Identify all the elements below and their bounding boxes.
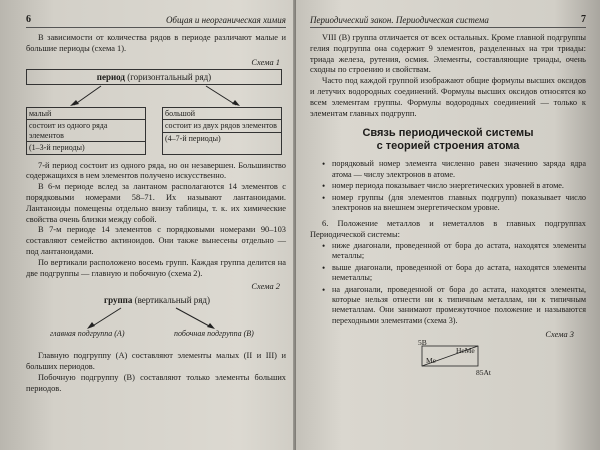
- left-page-header: [26, 14, 286, 28]
- right-header-title: Периодический закон. Периодическая система: [310, 15, 489, 25]
- section-title-line-2: с теорией строения атома: [376, 140, 520, 153]
- big-period-row: большой: [163, 108, 281, 121]
- schema3-boron: 5B: [418, 338, 427, 348]
- group-heading-rest: (вертикальный ряд): [132, 295, 210, 306]
- small-period-row: малый: [27, 108, 145, 121]
- diagonal-diagram: [418, 340, 488, 370]
- schema3-astatine: 85At: [476, 368, 491, 378]
- left-para-2: В 6-м периоде вслед за лантаном располагаются 14 элементов с порядковыми номерами 58–71. Их называют лантаноидами. Лантаноиды помещены отдельно внизу таблицы, т. к. их химические свойства очень близки между собой.: [26, 182, 286, 224]
- schema3-nonmetal: НеМе: [456, 346, 475, 356]
- right-para-1: VIII (В) группа отличается от всех остальных. Кроме главной подгруппы гелия подгруппа она содержит 9 элементов, разделенных на три триады: триада железа, рутения, осмия. Элементы, составляющие триады, очень сходны по строению и свойствам.: [310, 33, 586, 75]
- right-page-header: [310, 14, 586, 28]
- small-period-row: (1–3-й периоды): [29, 143, 85, 153]
- left-intro: В зависимости от количества рядов в периоде различают малые и большие периоды (схема 1).: [26, 33, 286, 53]
- period-heading-rest: (горизонтальный ряд): [124, 71, 212, 82]
- group-diagram: [26, 295, 286, 347]
- right-page-number: 7: [581, 14, 586, 25]
- list-item: • номер периода показывает число энергетических уровней в атоме.: [332, 181, 586, 191]
- main-subgroup-label: главная подгруппа (А): [50, 329, 125, 339]
- right-para-3: 6. Положение металлов и неметаллов в главных подгруппах Периодической системы:: [310, 219, 586, 240]
- left-para-5: Главную подгруппу (А) составляют элементы малых (II и III) и больших периодов.: [26, 351, 286, 372]
- small-period-column: [26, 107, 146, 155]
- left-para-6: Побочную подгруппу (В) составляют только элементы больших периодов.: [26, 372, 286, 393]
- period-types: [26, 107, 286, 155]
- big-period-row: состоит из двух рядов элементов: [163, 120, 281, 133]
- right-page: [296, 0, 600, 450]
- schema3-label: Схема 3: [545, 330, 574, 340]
- group-heading-bold: группа: [104, 295, 133, 306]
- period-heading-bold: период: [96, 71, 125, 82]
- group-heading: [104, 295, 210, 305]
- left-para-1: 7-й период состоит из одного ряда, но он незавершен. Большинство содержащихся в нем элементов получено искусственно.: [26, 160, 286, 181]
- list-item: • выше диагонали, проведенной от бора до астата, находятся элементы неметаллы;: [332, 263, 586, 284]
- section-title-line-1: Связь периодической системы: [362, 127, 534, 140]
- right-para-2: Часто под каждой группой изображают общие формулы высших оксидов и летучих водородных соединений. Формулы высших оксидов относятся ко всем элементам группы. Формулы водородных соединений — только к элементам главных подгрупп.: [310, 76, 586, 118]
- schema3: [310, 330, 586, 378]
- schema1-label: Схема 1: [251, 57, 280, 67]
- metals-list: [310, 241, 586, 326]
- list-item: • ниже диагонали, проведенной от бора до астата, находятся элементы металлы;: [332, 241, 586, 262]
- period-arrows: [26, 85, 286, 107]
- side-subgroup-label: побочная подгруппа (В): [174, 329, 254, 339]
- period-box: [26, 69, 282, 85]
- atom-structure-list: [310, 159, 586, 213]
- left-para-4: По вертикали расположено восемь групп. Каждая группа делится на две подгруппы — главную и побочную (схема 2).: [26, 257, 286, 278]
- schema3-metal: Ме: [426, 356, 436, 366]
- small-period-row: состоит из одного ряда элементов: [27, 120, 145, 142]
- list-item: • порядковый номер элемента численно равен значению заряда ядра атома — числу электронов в атоме.: [332, 159, 586, 180]
- schema2-label: Схема 2: [251, 282, 280, 292]
- left-page-number: 6: [26, 14, 31, 25]
- list-item: • номер группы (для элементов главных подгрупп) показывает число электронов на внешнем энергетическом уровне.: [332, 193, 586, 214]
- section-title: [310, 127, 586, 153]
- big-period-row: (4–7-й периоды): [165, 133, 221, 143]
- left-para-3: В 7-м периоде 14 элементов с порядковыми номерами 90–103 составляют семейство актиноидов. Они также вынесены отдельно — под лантаноидами.: [26, 225, 286, 256]
- arrow-icons: [26, 85, 286, 107]
- list-item: • на диагонали, проведенной от бора до астата, находятся элементы, которые нельзя отнести ни к типичным металлам, ни к типичным неметаллам. Они занимают промежуточное положение и называются переходными элементами (схема 3).: [332, 285, 586, 327]
- big-period-column: [162, 107, 282, 155]
- left-header-title: Общая и неорганическая химия: [165, 15, 286, 25]
